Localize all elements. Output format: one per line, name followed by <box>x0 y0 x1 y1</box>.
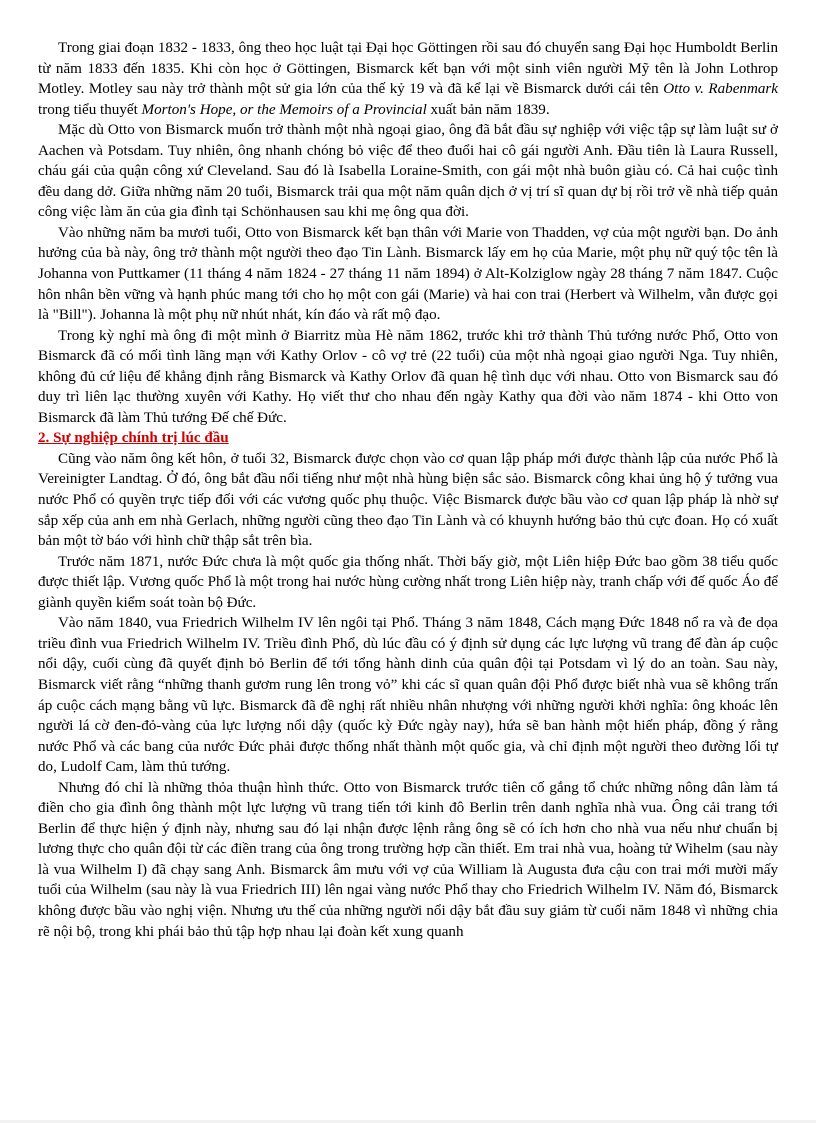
section-heading: 2. Sự nghiệp chính trị lúc đầu <box>38 430 229 447</box>
paragraph-revolution-1848: Vào năm 1840, vua Friedrich Wilhelm IV lên ngôi tại Phổ. Tháng 3 năm 1848, Cách mạng Đức 1848 nổ ra và đe dọa triều đình vua Friedrich Wilhelm IV. Triều đình Phổ, dù lúc đầu có ý định sử dụng các lực lượng vũ trang để đàn áp cuộc nổi dậy, cuối cùng đã quyết định bỏ Berlin để tới tổng hành dinh của quân đội tại Potsdam vì lý do an toàn. Sau này, Bismarck viết rằng “những thanh gươm rung lên trong vỏ” khi các sĩ quan quân đội Phổ được biết nhà vua sẽ không trấn áp cuộc cách mạng bằng vũ lực. Bismarck đã đề nghị rất nhiều nhân nhượng với những người khởi nghĩa: ông khoác lên người lá cờ đen-đỏ-vàng của lực lượng nổi dậy (quốc kỳ Đức ngày nay), hứa sẽ ban hành một hiến pháp, đồng ý rằng nước Phổ và các bang của nước Đức phải được thống nhất thành một quốc gia, và chỉ định một người theo đường lối tự do, Ludolf Cam, làm thủ tướng. <box>38 615 778 776</box>
paragraph-text: trong tiểu thuyết <box>38 101 142 118</box>
paragraph-marriage: Vào những năm ba mươi tuổi, Otto von Bismarck kết bạn thân với Marie von Thadden, vợ của một người bạn. Do ảnh hưởng của bà này, ông trở thành một người theo đạo Tin Lành. Bismarck lấy em họ của Marie, một phụ nữ quý tộc tên là Johanna von Puttkamer (11 tháng 4 năm 1824 - 27 tháng 11 năm 1894) ở Alt-Kolziglow ngày 28 tháng 7 năm 1847. Cuộc hôn nhân bền vững và hạnh phúc mang tới cho họ một con gái (Marie) và hai con trai (Herbert và Wilhelm, vẫn được gọi là "Bill"). Johanna là một phụ nữ nhút nhát, kín đáo và rất mộ đạo. <box>38 224 778 324</box>
novel-title-italic: Morton's Hope, or the Memoirs of a Provincial <box>141 101 427 118</box>
paragraph-early-career: Mặc dù Otto von Bismarck muốn trở thành một nhà ngoại giao, ông đã bắt đầu sự nghiệp với việc tập sự làm luật sư ở Aachen và Potsdam. Tuy nhiên, ông nhanh chóng bỏ việc để theo đuổi hai cô gái người Anh. Đầu tiên là Laura Russell, cháu gái của quận công xứ Cleveland. Sau đó là Isabella Loraine-Smith, con gái một nhà buôn giàu có. Cả hai cuộc tình đều dang dở. Giữa những năm 20 tuổi, Bismarck trải qua một năm quân dịch ở vị trí sĩ quan dự bị rồi trở về nhà tiếp quản công việc làm ăn của gia đình tại Schönhausen sau khi mẹ ông qua đời. <box>38 122 778 221</box>
pseudonym-italic: Otto v. Rabenmark <box>663 81 778 98</box>
paragraph-text: xuất bản năm 1839. <box>426 101 550 118</box>
paragraph-biarritz: Trong kỳ nghỉ mà ông đi một mình ở Biarritz mùa Hè năm 1862, trước khi trở thành Thủ tướng nước Phổ, Otto von Bismarck đã có mối tình lãng mạn với Kathy Orlov - cô vợ trẻ (22 tuổi) của một nhà ngoại giao người Nga. Tuy nhiên, không đủ cứ liệu để khẳng định rằng Bismarck và Kathy Orlov đã quan hệ tình dục với nhau. Otto von Bismarck sau đó duy trì liên lạc thường xuyên với Kathy. Họ viết thư cho nhau đến ngày Kathy qua đời vào năm 1874 - khi Otto von Bismarck đã làm Thủ tướng Đế chế Đức. <box>38 327 778 426</box>
paragraph-landtag: Cũng vào năm ông kết hôn, ở tuổi 32, Bismarck được chọn vào cơ quan lập pháp mới được thành lập của nước Phổ là Vereinigter Landtag. Ở đó, ông bắt đầu nổi tiếng như một nhà hùng biện sắc sảo. Bismarck công khai ủng hộ ý tưởng vua nước Phổ có quyền trực tiếp đối với các vương quốc phụ thuộc. Việc Bismarck được bầu vào cơ quan lập pháp là nhờ sự sắp xếp của anh em nhà Gerlach, những người cũng theo đạo Tin Lành và có khuynh hướng bảo thủ cực đoan. Họ có xuất bản một tờ báo với hình chữ thập sắt trên bìa. <box>38 450 778 550</box>
paragraph-formal-agreements: Nhưng đó chỉ là những thỏa thuận hình thức. Otto von Bismarck trước tiên cố gắng tổ chức những nông dân làm tá điền cho gia đình ông thành một lực lượng vũ trang tiến tới kinh đô Berlin trên danh nghĩa nhà vua. Ông cải trang tới Berlin để thực hiện ý định này, nhưng sau đó lại nhận được lệnh rằng ông sẽ có ích hơn cho nhà vua nếu như chuẩn bị lương thực cho quân đội từ các điền trang của ông trong trường hợp cần thiết. Em trai nhà vua, hoàng tử Wihelm (sau này là vua Wilhelm I) đã chạy sang Anh. Bismarck âm mưu với vợ của William là Augusta đưa cậu con trai mới mười mấy tuổi của Wilhelm (sau này là vua Friedrich III) lên ngai vàng nước Phổ thay cho Friedrich Wilhelm IV. Năm đó, Bismarck không được bầu vào nghị viện. Nhưng ưu thế của những người nổi dậy bắt đầu suy giảm từ cuối năm 1848 vì những chia rẽ nội bộ, trong khi phái bảo thủ tập hợp nhau lại đoàn kết xung quanh <box>38 779 778 940</box>
document-page <box>38 38 778 942</box>
paragraph-german-confederation: Trước năm 1871, nước Đức chưa là một quốc gia thống nhất. Thời bấy giờ, một Liên hiệp Đức bao gồm 38 tiểu quốc được thiết lập. Vương quốc Phổ là một trong hai nước hùng cường nhất trong Liên hiệp này, tranh chấp với đế quốc Áo để giành quyền kiểm soát toàn bộ Đức. <box>38 553 778 611</box>
paragraph-text: Trong giai đoạn 1832 - 1833, ông theo học luật tại Đại học Göttingen rồi sau đó chuyển sang Đại học Humboldt Berlin từ năm 1833 đến 1835. Khi còn học ở Göttingen, Bismarck kết bạn với một sinh viên người Mỹ tên là John Lothrop Motley. Motley sau này trở thành một sử gia lớn của thế kỷ 19 và đã kể lại về Bismarck dưới cái tên <box>38 40 778 98</box>
paragraph-university <box>38 38 778 120</box>
